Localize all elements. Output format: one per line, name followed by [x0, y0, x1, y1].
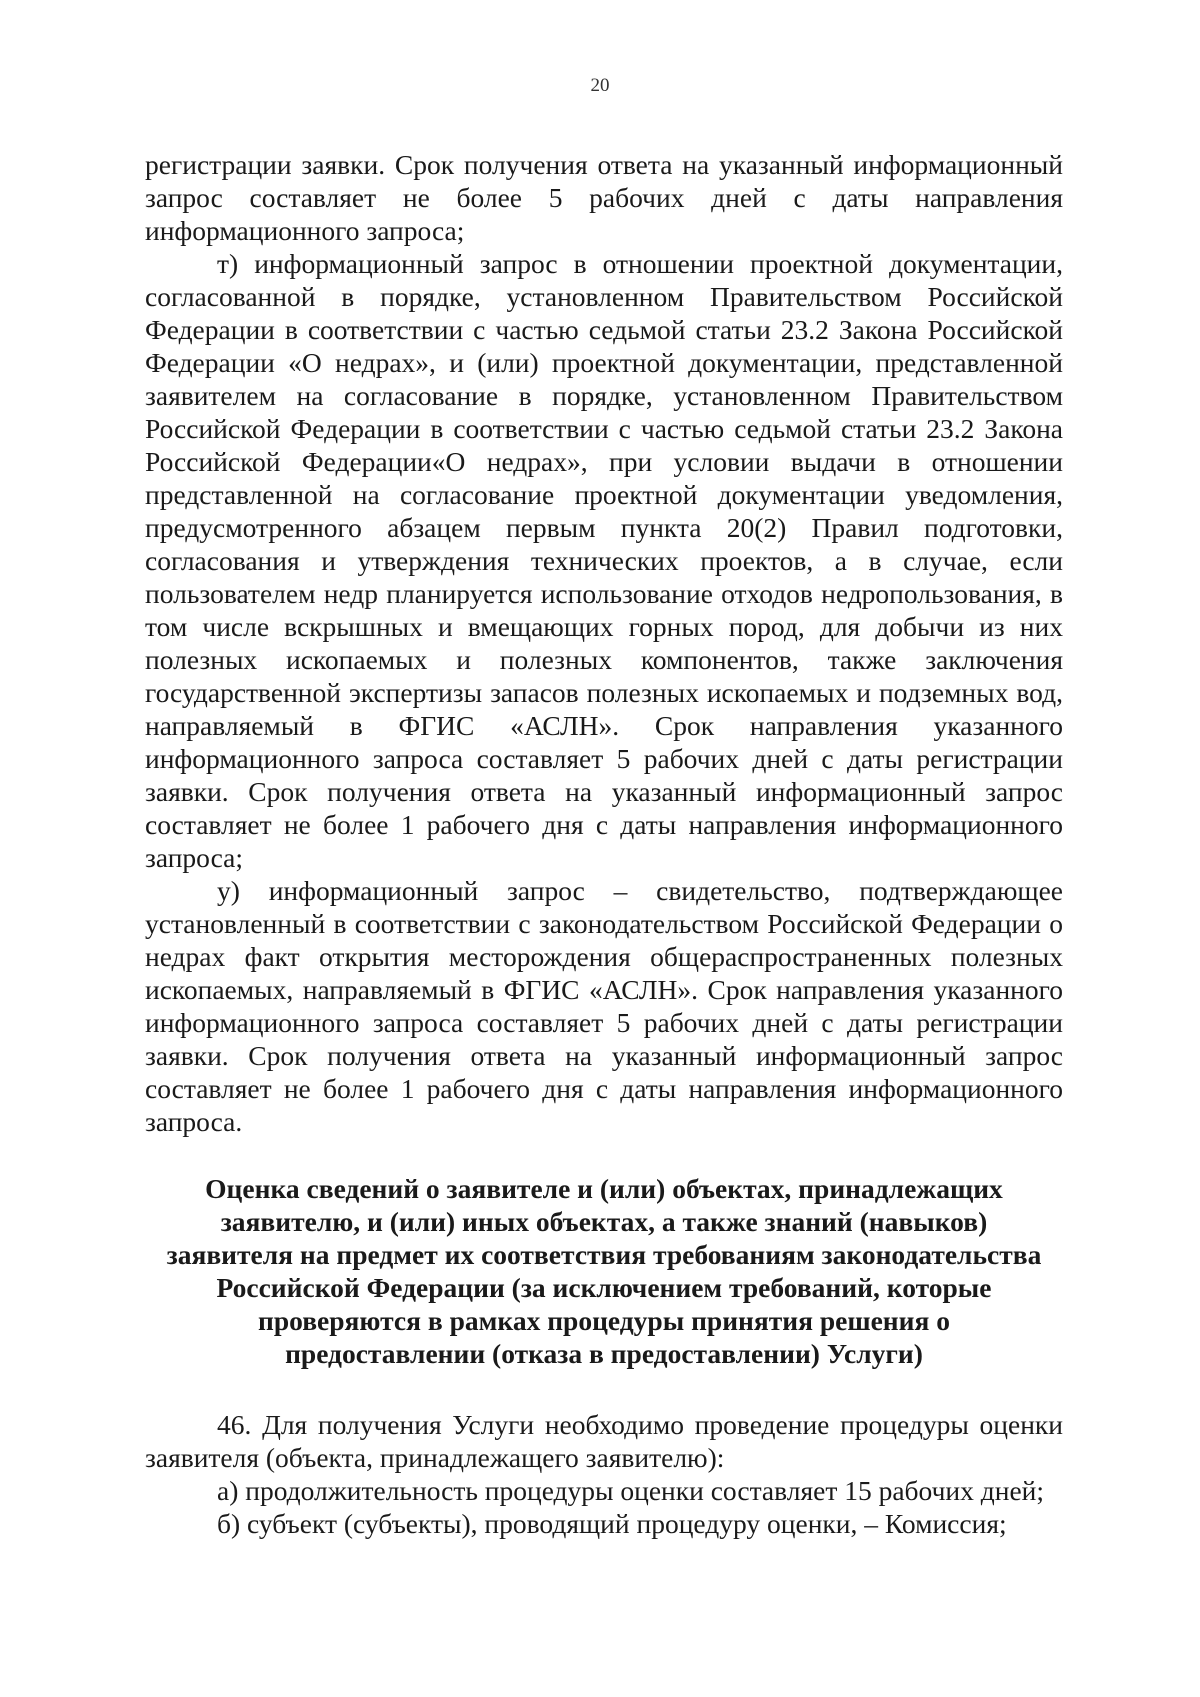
heading-line: Российской Федерации (за исключением требований, которые: [216, 1272, 992, 1303]
heading-line: заявителю, и (или) иных объектах, а также знаний (навыков): [220, 1206, 988, 1237]
paragraph-item-a: а) продолжительность процедуры оценки составляет 15 рабочих дней;: [217, 1475, 1045, 1506]
document-body: [145, 148, 1063, 1540]
paragraph-continuation: регистрации заявки. Срок получения ответа на указанный информационный запрос составляет не более 5 рабочих дней с даты направления информационного запроса;: [145, 149, 1063, 246]
heading-line: предоставлении (отказа в предоставлении) Услуги): [285, 1338, 923, 1369]
heading-line: проверяются в рамках процедуры принятия решения о: [258, 1305, 950, 1336]
page-number: 20: [590, 75, 610, 96]
paragraph-item-b: б) субъект (субъекты), проводящий процедуру оценки, – Комиссия;: [217, 1508, 1007, 1539]
heading-line: заявителя на предмет их соответствия требованиям законодательства: [166, 1239, 1042, 1270]
paragraph-item-u: у) информационный запрос – свидетельство, подтверждающее установленный в соответствии с законодательством Российской Федерации о недрах факт открытия месторождения общераспространенных полезных ископаемых, направляемый в ФГИС «АСЛН». Срок направления указанного информационного запроса составляет 5 рабочих дней с даты регистрации заявки. Срок получения ответа на указанный информационный запрос составляет не более 1 рабочего дня с даты направления информационного запроса.: [145, 875, 1063, 1137]
paragraph-46: 46. Для получения Услуги необходимо проведение процедуры оценки заявителя (объекта, принадлежащего заявителю):: [145, 1409, 1063, 1473]
heading-line: Оценка сведений о заявителе и (или) объектах, принадлежащих: [205, 1173, 1003, 1204]
section-heading: [145, 1172, 1063, 1370]
paragraph-item-t: т) информационный запрос в отношении проектной документации, согласованной в порядке, установленном Правительством Российской Федерации в соответствии с частью седьмой статьи 23.2 Закона Российской Федерации «О недрах», и (или) проектной документации, представленной заявителем на согласование в порядке, установленном Правительством Российской Федерации в соответствии с частью седьмой статьи 23.2 Закона Российской Федерации«О недрах», при условии выдачи в отношении представленной на согласование проектной документации уведомления, предусмотренного абзацем первым пункта 20(2) Правил подготовки, согласования и утверждения технических проектов, а в случае, если пользователем недр планируется использование отходов недропользования, в том числе вскрышных и вмещающих горных пород, для добычи из них полезных ископаемых и полезных компонентов, также заключения государственной экспертизы запасов полезных ископаемых и подземных вод, направляемый в ФГИС «АСЛН». Срок направления указанного информационного запроса составляет 5 рабочих дней с даты регистрации заявки. Срок получения ответа на указанный информационный запрос составляет не более 1 рабочего дня с даты направления информационного запроса;: [145, 248, 1063, 873]
